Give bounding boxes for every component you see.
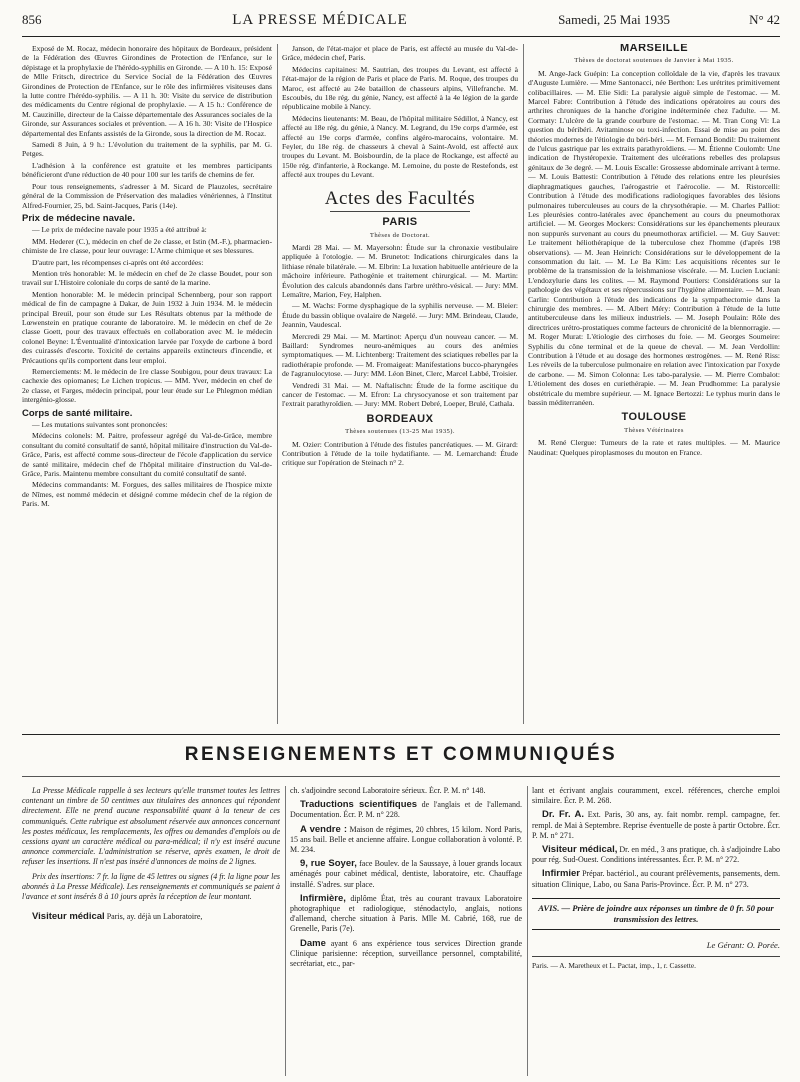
ad-text: diplôme État, très au courant travaux Laboratoire photographique et radiologique, sténodactylo, anglais, notions d'allemand, cherche situation à Paris. Mlle M. Cabrié, 168, rue de Grenelle, Paris (7e). (290, 893, 522, 934)
lower-column-2 (290, 786, 522, 1076)
military-corps-heading: Corps de santé militaire. (22, 407, 133, 419)
column-divider (285, 786, 286, 1076)
paragraph: Remerciements: M. le médecin de 1re classe Soubigou, pour deux travaux: La cachexie des opiomanes; Le Lichen tropicus. — MM. Yver, médecin en chef de 2e classe, et Farges, médecin principal, pour leur étude sur Le Phlegmon médian intergénio-glosse. (22, 367, 272, 405)
column-3 (528, 44, 780, 724)
paragraph: Janson, de l'état-major et place de Paris, est affecté au musée du Val-de-Grâce, médecin chef, Paris. (282, 44, 518, 63)
column-divider (527, 786, 528, 1076)
ad-text: Maison de régimes, 20 chbres, 15 kilom. Nord Paris, 15 ans bail. Belle et ancienne affaire. Longue collaboration à volonté. P. M. 234. (290, 824, 522, 855)
masthead (22, 12, 780, 37)
paragraph: Mardi 28 Mai. — M. Mayersohn: Étude sur la chronaxie vestibulaire appliquée à l'otologie. — M. Brunetot: Indications chirurgicales dans la lithiase rénale bilatérale. — M. Elbrin: La luxation habituelle antérieure de la mâchoire inférieure. Pathogénie et traitement chirurgical. — M. Martin: Évolution des calculs abandonnés dans l'arbre uréthro-vésical. — Jury: MM. Lemaître, Marion, Fey, Halphen. (282, 242, 518, 299)
notice-paragraph: La Presse Médicale rappelle à ses lecteurs qu'elle transmet toutes les lettres contenant un timbre de 50 centimes aux titulaires des annonces qui répondent directement. Elle ne prend aucune responsabilité quant à la teneur de ces communiqués. Cette rubrique est absolument réservée aux annonces concernant les postes médicaux, les remplacements, les offres ou demandes d'emplois ou de cessions ayant un caractère médical ou para-médical; il n'y est inséré aucune annonce commerciale. L'administration se réserve, après examen, le droit de refuser les insertions. Il n'est pas inséré d'annonces de moins de 2 lignes. (22, 786, 280, 867)
paragraph: MM. Hederer (C.), médecin en chef de 2e classe, et Istin (M.-F.), pharmacien-chimiste de 1re classe, pour leur ouvrage: L'Arme chimique et ses blessures. (22, 236, 272, 256)
classified-ad (22, 912, 280, 922)
naval-prize-heading: Prix de médecine navale. (22, 212, 136, 224)
ad-heading: A vendre : (300, 823, 348, 835)
ad-text: Paris, ay. déjà un Laboratoire, (106, 912, 203, 922)
ad-text: ayant 6 ans expérience tous services Direction grande Clinique parisienne: réception, surveillance personnel, comptabilité, secrétariat, etc., par- (290, 938, 522, 969)
ad-heading: Traductions scientifiques (300, 799, 418, 811)
paragraph: — Les mutations suivantes sont prononcées: (32, 420, 168, 430)
ad-text: face Boulev. de la Saussaye, à louer grands locaux aménagés pour cabinet médical, dentiste, laboratoire, etc. Chauffage installé. S'adres. sur place. (290, 859, 522, 889)
ad-heading: Visiteur médical (32, 911, 105, 923)
paragraph: Mention honorable: M. le médecin principal Schennberg, pour son rapport médical de fin de campagne à Dakar, de Juin 1932 à Juin 1934. M. le médecin principal Breuil, pour son étude sur Les Résultats obtenus par la méthode de Lœwenstein en pratique courante de laboratoire. M. le médecin en chef de 2e classe Goett, pour des travaux effectués en collaboration avec M. le médecin colonel Beyne: L'Éventualité d'intoxication larvée par l'oxyde de carbone à bord des cuirassés d'escorte. Toxicité de certains appareils extincteurs d'incendie, et Précautions qu'ils comportent dans leur emploi. (22, 289, 272, 365)
printer-line: Paris. — A. Maretheux et L. Pactat, imp., 1, r. Cassette. (532, 956, 780, 971)
ad-heading: Infirmier (542, 868, 581, 880)
issue-number: N° 42 (749, 12, 780, 27)
ad-continuation: ch. s'adjoindre second Laboratoire sérieux. Écr. P. M. n° 148. (290, 786, 486, 795)
notice-box: AVIS. — Prière de joindre aux réponses un timbre de 0 fr. 50 pour transmission des lettres. (532, 898, 780, 930)
ad-text: Ext. Paris, 30 ans, ay. fait nombr. rempl. campagne, fer. rempl. de Mai à Septembre. Reprise éventuelle de poste à partir Octobre. Écr. P. M. n° 271. (532, 810, 780, 840)
paragraph: Médecins commandants: M. Forgues, des salles militaires de l'hospice mixte de Nîmes, est nommé médecin et désigné comme médecin chef de la région de Paris. M. (22, 480, 272, 509)
ad-heading: Infirmière, (300, 892, 346, 904)
bordeaux-subheading: Thèses soutenues (13-25 Mai 1935). (345, 428, 455, 436)
banner-rule (22, 776, 780, 777)
section-banner: RENSEIGNEMENTS ET COMMUNIQUÉS (184, 744, 618, 765)
column-2 (282, 44, 518, 724)
classified-ad (290, 939, 522, 970)
paragraph: Médecins colonels: M. Paitre, professeur agrégé du Val-de-Grâce, membre consultant du comité consultatif de santé, hôpital militaire d'instruction du Val-de-Grâce, Paris, est affecté comme sous-directeur de l'école d'application du service de santé militaire, médecin chef de l'hôpital militaire d'instruction du Val-de-Grâce, Paris. Maintenu membre consultant du comité consultatif de santé. (22, 431, 272, 479)
manager-signature: Le Gérant: O. Porée. (706, 939, 780, 950)
marseille-subheading: Thèses de doctorat soutenues de Janvier à Mai 1935. (574, 57, 734, 65)
paragraph: Médecins capitaines: M. Sautrian, des troupes du Levant, est affecté à l'état-major de la région de Paris et place de Paris. M. Roque, des troupes du Maroc, est affecté au 24e bataillon de chasseurs alpins, Villefranche. M. Escoubès, du 18e rég. du génie, Nancy, est affecté à la 4e légion de la garde républicaine mobile à Nancy. (282, 64, 518, 112)
paragraph: Samedi 8 Juin, à 9 h.: L'évolution du traitement de la syphilis, par M. G. Petges. (22, 140, 272, 159)
paragraph: D'autre part, les récompenses ci-après ont été accordées: (32, 257, 204, 267)
classified-ad (290, 859, 522, 890)
paragraph: Mercredi 29 Mai. — M. Martinot: Aperçu d'un nouveau cancer. — M. Baillard: Syndromes neuro-anémiques au cours des anémies symptomatiques. — M. Lichtenberg: Traitement des sciatiques rebelles par la radiothérapie profonde. — M. Fromaigeat: Manifestations bucco-pharyngées de l'agranulocytose. — Jury: MM. Léon Binet, Clerc, Marcel Labbé, Troisier. (282, 331, 518, 379)
lower-column-1 (22, 786, 280, 1076)
ad-text: de l'anglais et de l'allemand. Documentation. Écr. P. M. n° 228. (290, 800, 522, 820)
classified-ad (532, 869, 780, 889)
notice-paragraph: Prix des insertions: 7 fr. la ligne de 45 lettres ou signes (4 fr. la ligne pour les abonnés à La Presse Médicale). Les renseignements et communiqués se paient à l'avance et sont insérés 8 à 10 jours après la réception de leur montant. (22, 871, 280, 902)
classified-ad (532, 810, 780, 841)
journal-title: LA PRESSE MÉDICALE (232, 12, 408, 28)
classified-ad (290, 825, 522, 856)
paris-heading: PARIS (382, 216, 418, 229)
column-divider (277, 44, 278, 724)
column-divider (523, 44, 524, 724)
toulouse-subheading: Thèses Vétérinaires (624, 426, 684, 434)
faculty-acts-heading: Actes des Facultés (324, 187, 476, 209)
paragraph: — Le prix de médecine navale pour 1935 a été attribué à: (32, 225, 207, 235)
paragraph: — M. Wachs: Forme dysphagique de la syphilis nerveuse. — M. Bleier: Étude du bassin oblique ovalaire de Nægelé. — Jury: MM. Brindeau, Claude, Jeannin, Vaudescal. (282, 301, 518, 330)
page-number: 856 (22, 12, 42, 27)
paragraph: Mention très honorable: M. le médecin en chef de 2e classe Boudet, pour son travail sur L'Histoire coloniale du corps de santé de la marine. (22, 268, 272, 288)
paragraph: L'adhésion à la conférence est gratuite et les membres participants bénéficieront d'une réduction de 40 pour 100 sur les tarifs de chemins de fer. (22, 160, 272, 180)
paragraph: M. Ange-Jack Guépin: La conception colloïdale de la vie, d'après les travaux d'Auguste Lumière. — Mme Santonacci, née Berthon: Les urétrites primitivement colibacillaires. — M. Elie Sidi: La paralysie aiguë simple de l'estomac. — M. Marcel Fabre: Contribution à l'étude des indications opératoires au cours des arthrites chroniques de la hanche d'origine indéterminée chez l'adulte. — M. Cormaty: L'ulcère de la grande courbure de l'estomac. — M. Tran Cong Vi: La question du béribéri. Avitaminose ou toxi-infection. Essai de mise au point des théories modernes de l'étiologie du béri-béri. — M. Fernand Bondil: Du traitement de l'ulcus gastrique par les extraits parathyroïdiens. — M. Étienne Coulomb: Une indication de l'hystéropexie. Traitement des ulcérations rebelles des prolapsus génitaux de 3e degré. — M. Louis Escalle: Grossesse abdominale arrivant à terme. — M. Louis Battesti: Contribution à l'étude des relations entre les pleurésies diaphragmatiques gauches, l'aérogastrie et l'aérocolie. — M. Ristorcelli: Contribution à l'étude des modifications radiologiques favorables des lésions pulmonaires tuberculeuses au cours de la chrysothérapie. — M. Charles Palliot: Les pleurésies contro-latérales avec épanchement au cours du pneumothorax artificiel. — M. Georges Mockers: Considérations sur les épanchements pleuraux non suppurés survenant au cours du pneumothorax artificiel. — M. Guy Sauvet: Le traitement héliothérapique de la tuberculose chez l'homme (d'après 198 observations). — M. Jean Heinrich: Considérations sur le développement de la consommation du lait. — M. Le Ba Kim: Les acquisitions récentes sur le problème de la transmission de la leishmaniose viscérale. — M. Lucien Luciani: L'endozylurie dans les colites. — M. Raymond Poutiers: Considérations sur la pathologie des végétaux et ses répercussions sur l'hygiène alimentaire. — M. Jean Carlin: Contribution à l'étude des indications de la sympathectomie dans la chirurgie des membres. — M. Albert Méry: Contribution à l'étude de la lutte antituberculeuse dans les milieux industriels. — M. Joseph Poulain: Rôle des directrices urétro-prostatiques comme facteurs de chronicité de la blennorragie. — M. Roger Murat: L'étiologie des cirrhoses du foie. — M. Georges Soumeire: Syphilis du cône terminal et de la queue de cheval. — M. Jean Verdollin: Contribution à l'étude et au dosage des hormones œstrogènes. — M. René Riss: Les réveils de la tuberculose pulmonaire en relation avec l'intoxication par l'oxyde de carbone. — M. Simon Colonna: Les tabo-paralysie. — M. Pierre Combalot: L'étiolement des doses en curiethérapie. — M. Jean Prudhomme: La paralysie obstétricale du membre supérieur. — M. Ignace Bertozzi: Le typhus murin dans le bassin méditerranéen. (528, 68, 780, 408)
bordeaux-heading: BORDEAUX (366, 412, 434, 425)
paragraph: M. Ozier: Contribution à l'étude des fistules pancréatiques. — M. Girard: Contribution à l'étude de la toile hydatifiante. — M. Lemarchand: Étude critique sur l'opération de Steinach n° 2. (282, 439, 518, 468)
classified-ad (290, 800, 522, 820)
lower-column-3 (532, 786, 780, 1076)
ad-heading: Dr. Fr. A. (542, 809, 585, 821)
issue-date: Samedi, 25 Mai 1935 (558, 12, 670, 27)
paragraph: Pour tous renseignements, s'adresser à M. Sicard de Plauzoles, secrétaire général de la Commission de Préservation des maladies vénériennes, à l'Institut Alfred-Fournier, 25, bd. Saint-Jacques, Paris (14e). (22, 181, 272, 210)
ad-heading: Visiteur médical, (542, 844, 618, 856)
toulouse-heading: TOULOUSE (621, 411, 687, 424)
classified-ad (532, 845, 780, 865)
paragraph: Médecins lieutenants: M. Beau, de l'hôpital militaire Sédillot, à Nancy, est affecté au 18e rég. du génie, à Nancy. M. Legrand, du 19e corps d'armée, est affecté au 19e corps d'armée, confins algéro-marocains, volontaire. M. Feyler, du 18e rég. de chasseurs à cheval à Saint-Avold, est affecté aux troupes du Levant. M. Boisbourdin, de la place de Rockange, est affecté au 150e rég. d'infanterie, à Rockange. M. Lemoine, du poste de Restefonds, est affecté aux troupes du Levant. (282, 113, 518, 180)
paragraph: Exposé de M. Rocaz, médecin honoraire des hôpitaux de Bordeaux, président de la Fédération des Œuvres Girondines de Protection de l'Enfance, sur le dépistage et la prophylaxie de l'hérédo-syphilis en Gironde. — A 10 h. 15: Exposé de Mlle Fritsch, directrice du Service Social de la Fédération des Œuvres Girondines de Protection de l'Enfance, sur le rôle des infirmières visiteuses dans la lutte contre l'hérédo-syphilis. — A 11 h. 30: Visite du service de distribution des médicaments du Centre régional de prophylaxie. — A 15 h.: Conférence de M. Cauzinille, directeur de la Caisse départementale des Assurances sociales de la Gironde, sur Assurances sociales et prévention. — A 16 h. 30: Visite de l'Hospice départemental des Enfants assistés de la Gironde, sous la direction de M. Rocaz. (22, 44, 272, 138)
ad-continuation: lant et écrivant anglais couramment, excel. références, cherche emploi similaire. Écr. P. M. 268. (532, 786, 780, 806)
heading-rule (330, 211, 470, 212)
marseille-heading: MARSEILLE (619, 44, 689, 54)
ad-heading: Dame (300, 937, 326, 949)
paragraph: Vendredi 31 Mai. — M. Naftalischn: Étude de la forme ascitique du cancer de l'estomac. — M. Efron: La chrysocyanose et son traitement par l'extrait parathyroïdien. — Jury: MM. Robert Debré, Loeper, Brulé, Cathala. (282, 380, 518, 409)
ad-text: Prépar. bactériol., au courant prélèvements, pansements, dem. situation Clinique, Labo, ou Sana Paris-Province. Écr. P. M. n° 273. (532, 869, 780, 889)
ad-heading: 9, rue Soyer, (300, 858, 357, 870)
banner-rule (22, 734, 780, 735)
ad-text: Dr. en méd., 3 ans pratique, ch. à s'adjoindre Labo pour rég. Sud-Ouest. Conditions intéressantes. Écr. P. M. n° 272. (532, 845, 780, 865)
paragraph: M. René Clergue: Tumeurs de la rate et rates multiples. — M. Maurice Naudinat: Quelques piroplasmoses du mouton en France. (528, 438, 780, 457)
paris-subheading: Thèses de Doctorat. (369, 231, 431, 239)
column-1 (22, 44, 272, 724)
classified-ad (290, 894, 522, 935)
